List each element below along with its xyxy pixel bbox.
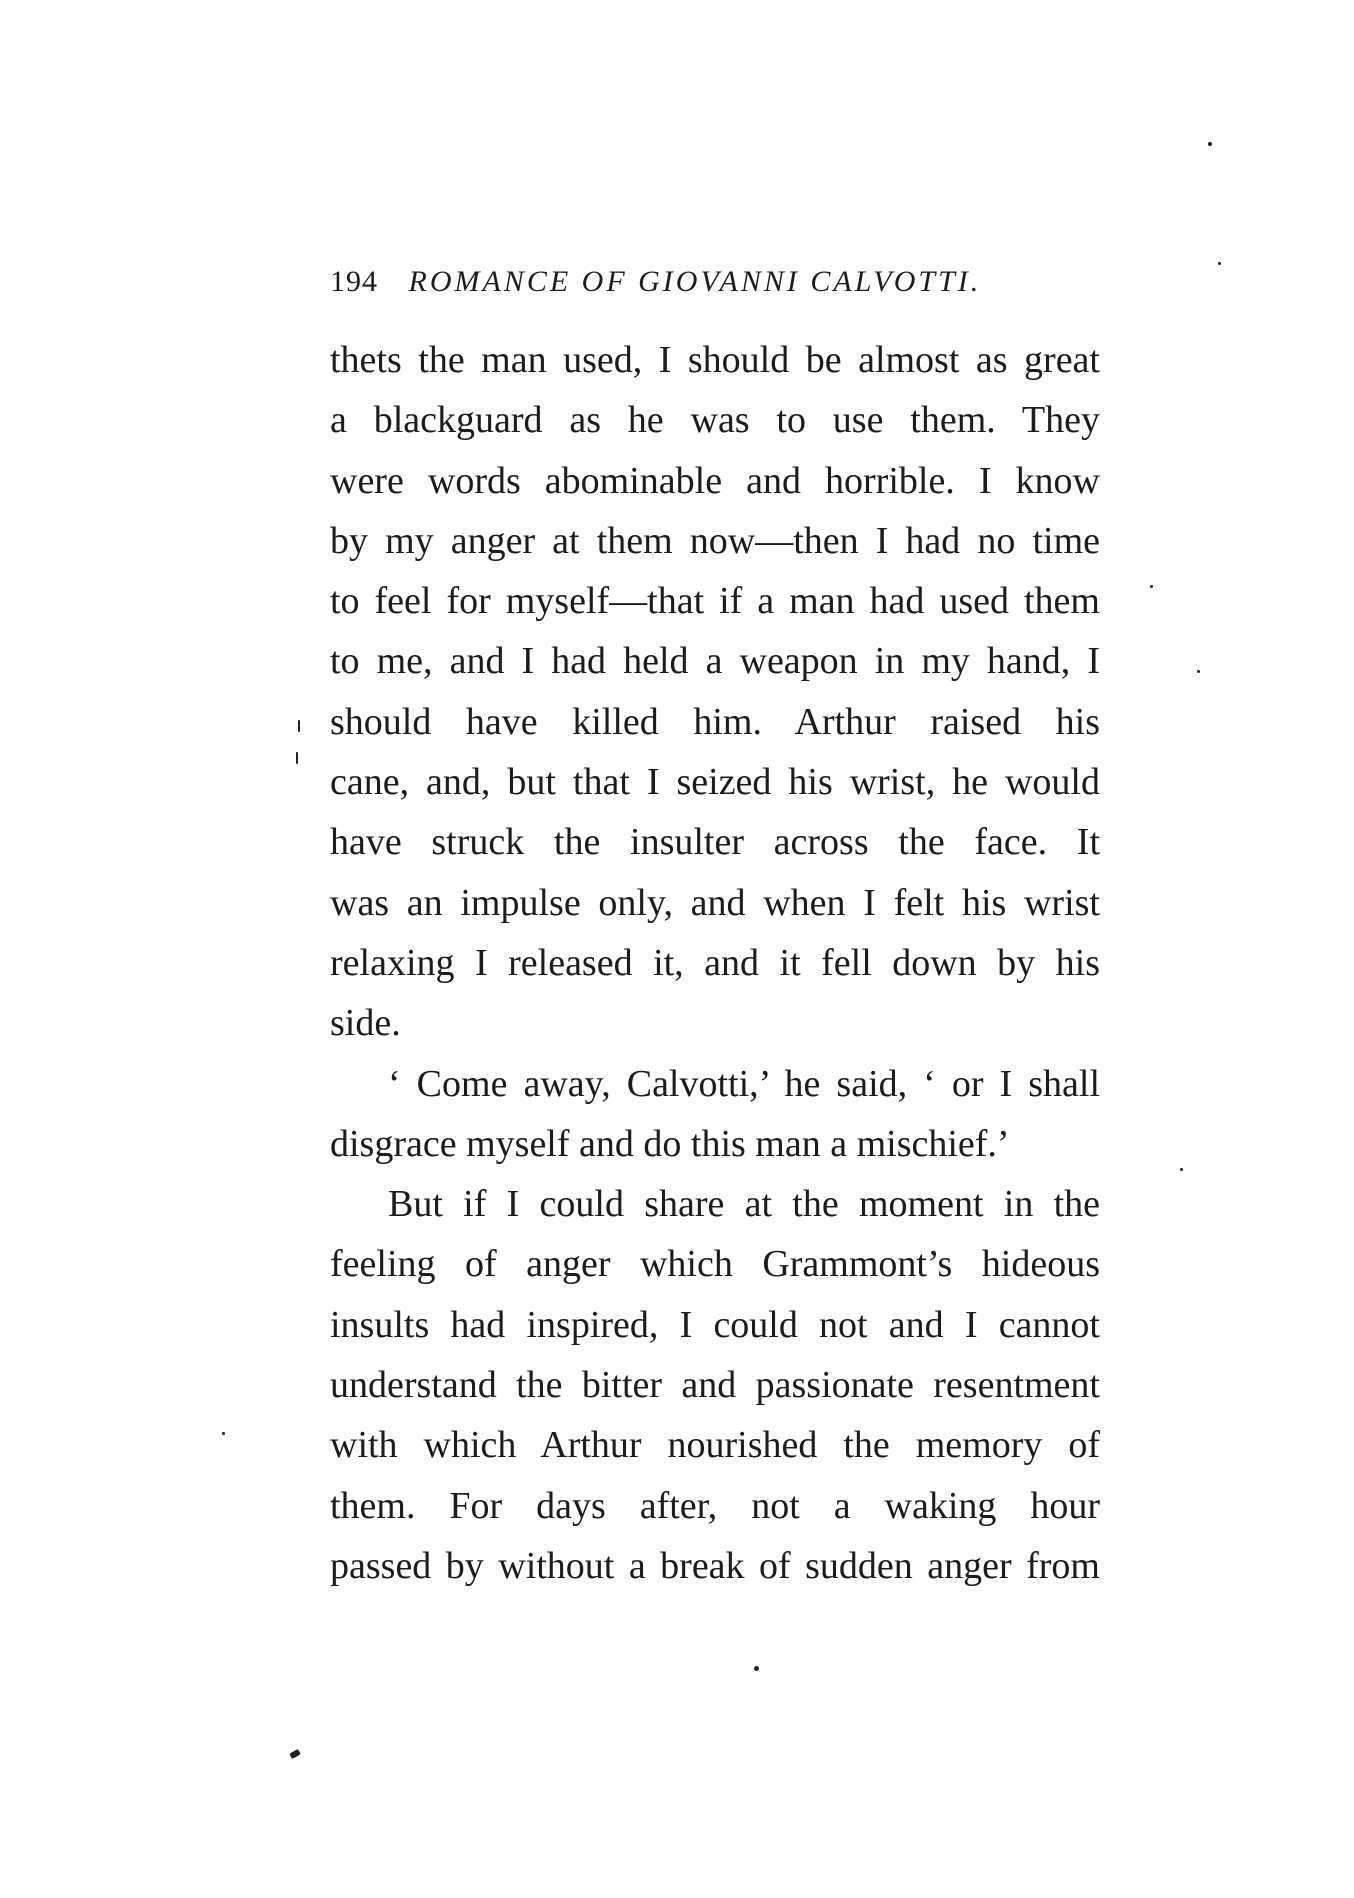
text-line: by my anger at them now—then I had no time: [330, 519, 1100, 562]
text-line: ‘ Come away, Calvotti,’ he said, ‘ or I shall: [388, 1062, 1100, 1105]
text-line: should have killed him. Arthur raised his: [330, 700, 1100, 743]
text-line: side.: [330, 1002, 401, 1045]
text-line: insults had inspired, I could not and I cannot: [330, 1303, 1100, 1346]
text-line: to me, and I had held a weapon in my hand, I: [330, 640, 1100, 683]
scan-speck: [289, 1749, 301, 1759]
text-line: were words abominable and horrible. I know: [330, 459, 1100, 502]
text-line: with which Arthur nourished the memory of: [330, 1424, 1100, 1467]
text-line: passed by without a break of sudden anger from: [330, 1544, 1100, 1587]
text-line: them. For days after, not a waking hour: [330, 1484, 1100, 1527]
text-line: to feel for myself—that if a man had used them: [330, 580, 1100, 623]
scan-speck: [754, 1666, 759, 1671]
scan-speck: [222, 1432, 225, 1435]
page-number: 194: [330, 265, 378, 298]
book-title: ROMANCE OF GIOVANNI CALVOTTI.: [408, 265, 982, 298]
text-line: was an impulse only, and when I felt his wrist: [330, 881, 1100, 924]
scan-speck: [298, 720, 300, 732]
text-line: a blackguard as he was to use them. They: [330, 399, 1100, 442]
body-text: [330, 330, 1100, 1596]
text-line: cane, and, but that I seized his wrist, he would: [330, 761, 1100, 804]
scan-speck: [1180, 1168, 1183, 1171]
text-line: have struck the insulter across the face. It: [330, 821, 1100, 864]
running-head: [330, 262, 1110, 302]
text-line: disgrace myself and do this man a mischief.’: [330, 1122, 1010, 1165]
text-line: thets the man used, I should be almost as great: [330, 339, 1100, 381]
text-line: But if I could share at the moment in the: [388, 1183, 1100, 1226]
text-line: feeling of anger which Grammont’s hideous: [330, 1243, 1100, 1286]
text-line: relaxing I released it, and it fell down by his: [330, 941, 1100, 984]
scan-speck: [1197, 670, 1200, 673]
scan-speck: [296, 752, 298, 764]
scan-speck: [1218, 262, 1221, 265]
scan-speck: [1150, 585, 1153, 588]
scan-speck: [1208, 142, 1212, 146]
text-line: understand the bitter and passionate resentment: [330, 1364, 1100, 1407]
